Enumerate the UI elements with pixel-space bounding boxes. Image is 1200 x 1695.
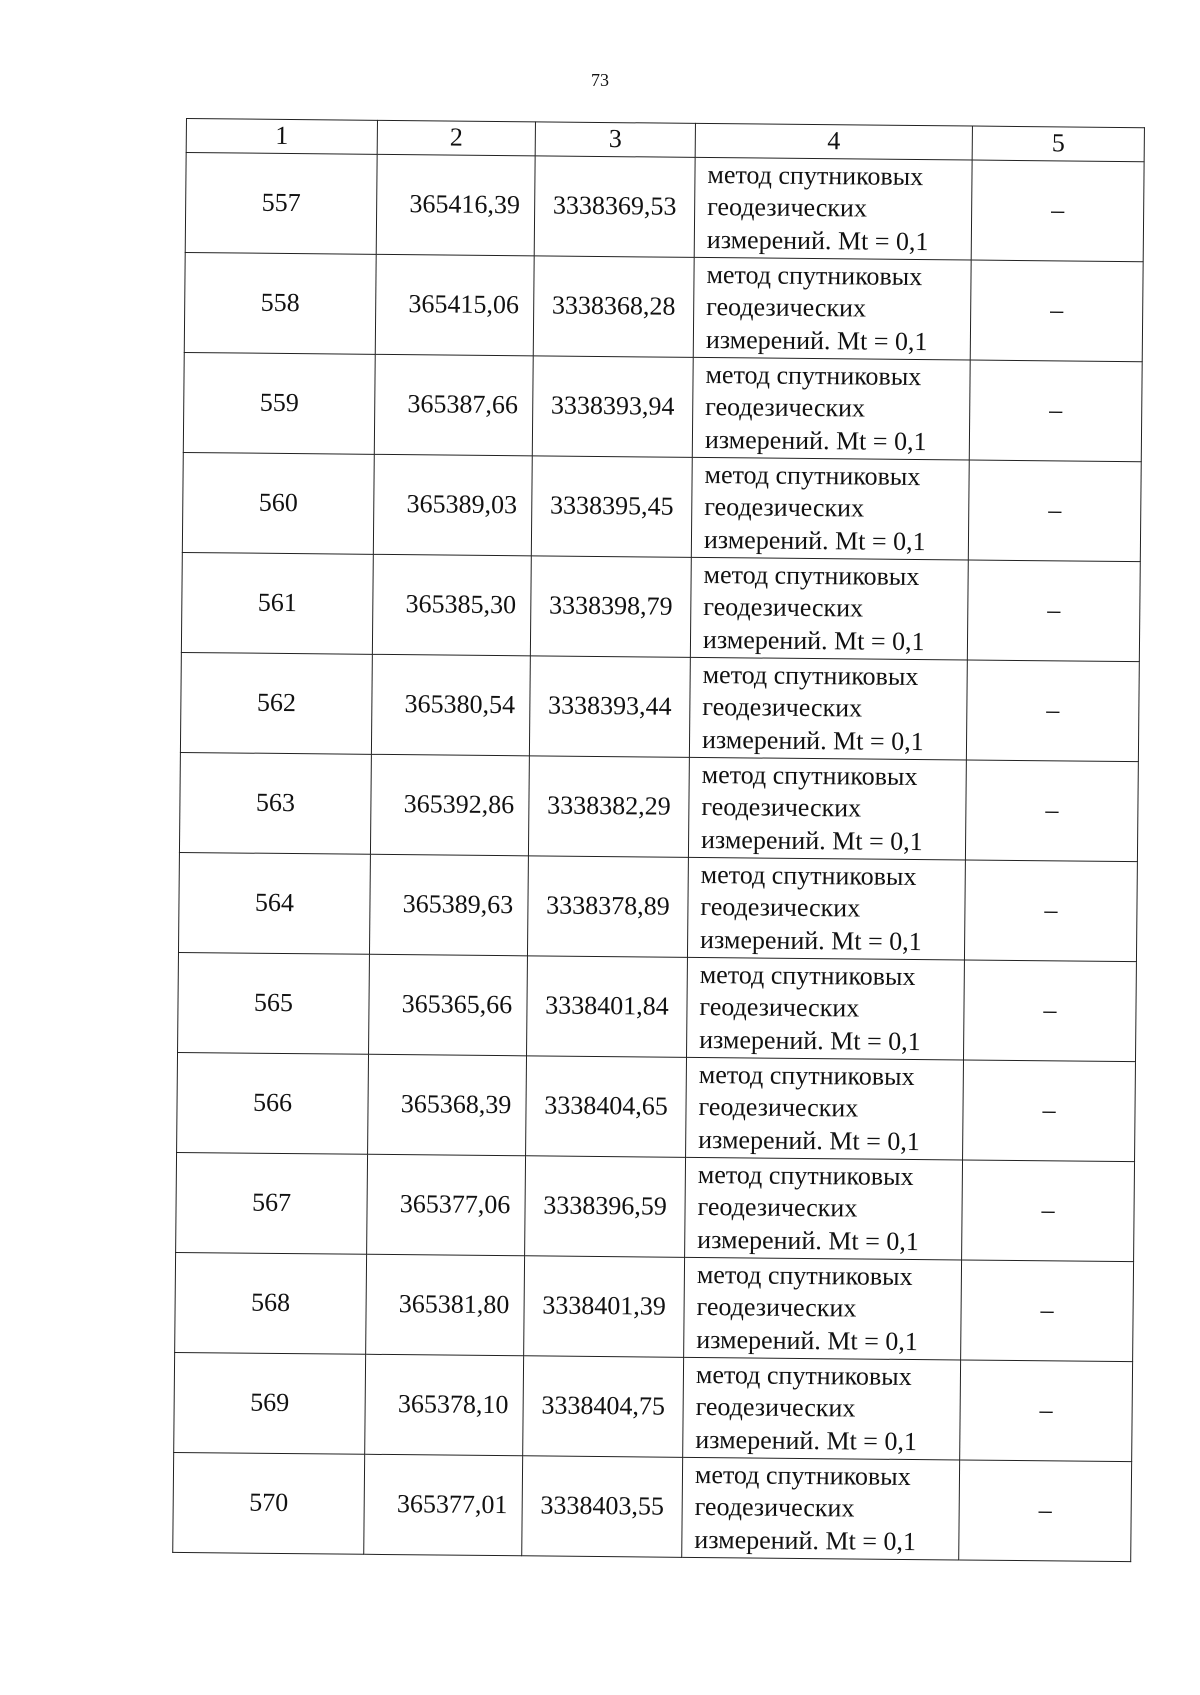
table-row <box>180 652 1139 761</box>
note-cell: – <box>966 660 1139 762</box>
note-cell: – <box>962 1160 1135 1262</box>
method-cell <box>689 657 967 760</box>
method-line: измерений. Mt = 0,1 <box>697 1224 919 1256</box>
note-cell: – <box>969 360 1142 462</box>
coordinate-x-cell: 365381,80 <box>366 1254 525 1356</box>
coordinate-y-cell: 3338378,89 <box>527 856 688 958</box>
coordinate-y-cell: 3338404,65 <box>526 1056 687 1158</box>
method-line: геодезических <box>697 1192 858 1223</box>
method-line: метод спутниковых <box>701 759 918 791</box>
method-line: геодезических <box>695 1392 856 1423</box>
method-line: геодезических <box>696 1292 857 1323</box>
method-line: геодезических <box>706 292 867 323</box>
point-number-cell: 568 <box>175 1252 367 1354</box>
method-line: метод спутниковых <box>698 1059 915 1091</box>
method-cell <box>694 157 972 260</box>
point-number-cell: 567 <box>176 1152 368 1254</box>
method-line: метод спутниковых <box>704 459 921 491</box>
method-line: измерений. Mt = 0,1 <box>694 1524 917 1556</box>
point-number-cell: 569 <box>174 1352 366 1454</box>
coordinate-x-cell: 365377,01 <box>364 1454 523 1556</box>
method-line: измерений. Mt = 0,1 <box>704 424 927 456</box>
coordinate-x-cell: 365389,03 <box>373 454 532 556</box>
method-cell <box>693 257 971 360</box>
coordinate-x-cell: 365392,86 <box>370 754 529 856</box>
point-number-cell: 560 <box>182 452 374 554</box>
point-number-cell: 564 <box>178 852 370 954</box>
note-cell: – <box>963 960 1136 1062</box>
method-line: измерений. Mt = 0,1 <box>700 924 922 956</box>
point-number-cell: 563 <box>179 752 371 854</box>
note-cell: – <box>960 1360 1133 1462</box>
note-cell: – <box>959 1460 1132 1562</box>
coordinate-x-cell: 365368,39 <box>368 1054 527 1156</box>
method-line: метод спутниковых <box>699 959 916 991</box>
table-row <box>181 552 1140 661</box>
table-row <box>176 1152 1135 1261</box>
coordinate-y-cell: 3338369,53 <box>534 156 695 258</box>
point-number-cell: 562 <box>180 652 372 754</box>
method-cell <box>682 1457 960 1560</box>
coordinate-y-cell: 3338404,75 <box>523 1356 684 1458</box>
point-number-cell: 566 <box>177 1052 369 1154</box>
coordinate-y-cell: 3338401,84 <box>527 956 688 1058</box>
method-line: метод спутниковых <box>703 559 920 591</box>
table-body <box>173 153 1144 1562</box>
table-row <box>183 352 1142 461</box>
column-number-4: 4 <box>695 123 972 160</box>
method-line: измерений. Mt = 0,1 <box>698 1124 920 1156</box>
method-cell <box>690 557 968 660</box>
coordinates-sheet <box>172 118 1144 1562</box>
method-line: метод спутниковых <box>695 1359 912 1391</box>
coordinate-x-cell: 365387,66 <box>374 354 533 456</box>
note-cell: – <box>963 1060 1136 1162</box>
method-line: геодезических <box>700 892 861 923</box>
method-line: измерений. Mt = 0,1 <box>700 824 923 856</box>
coordinate-y-cell: 3338396,59 <box>525 1156 686 1258</box>
table-row <box>184 252 1143 361</box>
method-line: метод спутниковых <box>700 859 917 891</box>
point-number-cell: 557 <box>185 153 377 255</box>
table-row <box>177 1052 1136 1161</box>
coordinate-x-cell: 365377,06 <box>367 1154 526 1256</box>
coordinates-table <box>172 118 1145 1562</box>
coordinate-y-cell: 3338393,94 <box>532 356 693 458</box>
method-cell <box>687 857 965 960</box>
point-number-cell: 570 <box>173 1452 365 1554</box>
method-line: измерений. Mt = 0,1 <box>695 1424 918 1456</box>
table-row <box>185 153 1144 262</box>
coordinate-x-cell: 365389,63 <box>369 854 528 956</box>
column-number-1: 1 <box>186 119 377 155</box>
method-line: метод спутниковых <box>697 1159 914 1191</box>
table-row <box>175 1252 1134 1361</box>
table-row <box>174 1352 1133 1461</box>
coordinate-x-cell: 365415,06 <box>375 254 534 356</box>
method-cell <box>688 757 966 860</box>
method-line: измерений. Mt = 0,1 <box>699 1024 921 1056</box>
coordinate-y-cell: 3338368,28 <box>533 256 694 358</box>
method-line: метод спутниковых <box>696 1259 913 1291</box>
method-line: измерений. Mt = 0,1 <box>706 224 929 256</box>
method-line: измерений. Mt = 0,1 <box>702 624 925 656</box>
method-line: метод спутниковых <box>706 259 923 291</box>
note-cell: – <box>968 460 1141 562</box>
method-line: измерений. Mt = 0,1 <box>703 524 926 556</box>
method-line: метод спутниковых <box>702 659 919 691</box>
point-number-cell: 561 <box>181 552 373 654</box>
method-line: метод спутниковых <box>707 159 924 191</box>
column-number-3: 3 <box>535 122 695 158</box>
method-line: геодезических <box>702 692 863 723</box>
coordinate-x-cell: 365416,39 <box>376 154 535 256</box>
coordinate-y-cell: 3338401,39 <box>524 1256 685 1358</box>
method-line: геодезических <box>698 1092 859 1123</box>
point-number-cell: 565 <box>178 952 370 1054</box>
coordinate-y-cell: 3338395,45 <box>531 456 692 558</box>
table-row <box>178 952 1137 1061</box>
method-cell <box>686 1057 964 1160</box>
note-cell: – <box>964 860 1137 962</box>
method-line: измерений. Mt = 0,1 <box>705 324 928 356</box>
coordinate-x-cell: 365380,54 <box>371 654 530 756</box>
page-number: 73 <box>591 70 609 90</box>
method-cell <box>683 1357 961 1460</box>
method-line: метод спутниковых <box>694 1459 911 1491</box>
note-cell: – <box>971 160 1144 262</box>
point-number-cell: 558 <box>184 252 376 354</box>
table-row <box>173 1452 1132 1561</box>
method-line: геодезических <box>704 492 865 523</box>
method-line: метод спутниковых <box>705 359 922 391</box>
coordinate-y-cell: 3338382,29 <box>528 756 689 858</box>
table-row <box>179 752 1138 861</box>
coordinate-y-cell: 3338403,55 <box>522 1456 683 1558</box>
table-row <box>182 452 1141 561</box>
method-line: геодезических <box>705 392 866 423</box>
column-number-2: 2 <box>377 120 535 156</box>
method-cell <box>687 957 965 1060</box>
method-cell <box>685 1157 963 1260</box>
method-line: измерений. Mt = 0,1 <box>696 1324 919 1356</box>
method-line: геодезических <box>707 192 868 223</box>
coordinate-y-cell: 3338398,79 <box>530 556 691 658</box>
method-cell <box>691 457 969 560</box>
method-cell <box>692 357 970 460</box>
note-cell: – <box>967 560 1140 662</box>
method-line: геодезических <box>694 1492 855 1523</box>
coordinate-y-cell: 3338393,44 <box>529 656 690 758</box>
coordinate-x-cell: 365378,10 <box>365 1354 524 1456</box>
note-cell: – <box>965 760 1138 862</box>
coordinate-x-cell: 365365,66 <box>369 954 528 1056</box>
column-number-5: 5 <box>972 126 1144 162</box>
method-cell <box>684 1257 962 1360</box>
table-row <box>178 852 1137 961</box>
method-line: измерений. Mt = 0,1 <box>701 724 924 756</box>
note-cell: – <box>970 260 1143 362</box>
coordinate-x-cell: 365385,30 <box>372 554 531 656</box>
method-line: геодезических <box>701 792 862 823</box>
method-line: геодезических <box>699 992 860 1023</box>
point-number-cell: 559 <box>183 352 375 454</box>
note-cell: – <box>961 1260 1134 1362</box>
method-line: геодезических <box>703 592 864 623</box>
